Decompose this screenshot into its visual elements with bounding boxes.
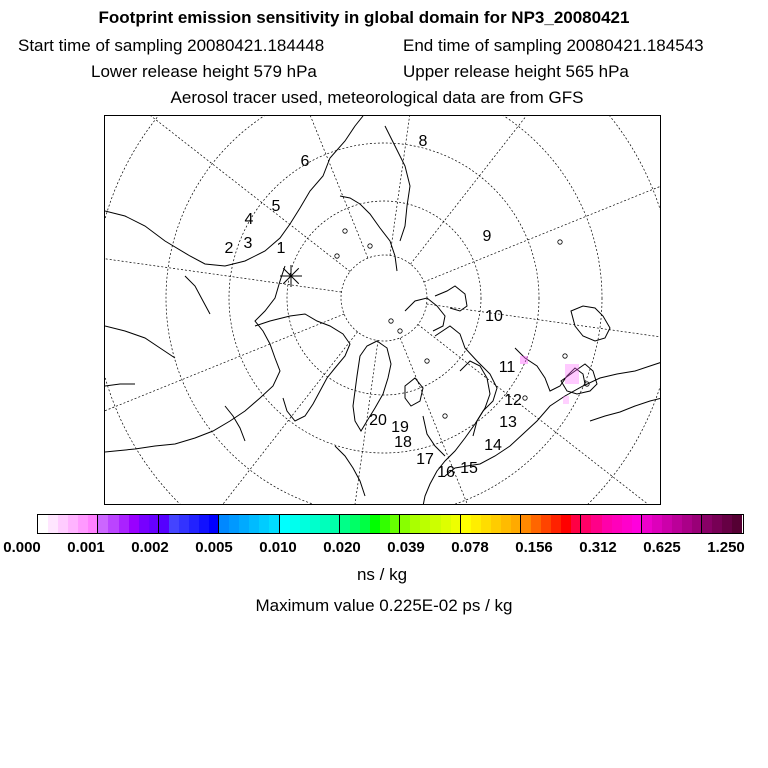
colorbar-swatch	[571, 515, 581, 533]
colorbar-swatch	[732, 515, 742, 533]
colorbar-swatch	[642, 515, 652, 533]
colorbar-swatch	[672, 515, 682, 533]
colorbar-swatch	[662, 515, 672, 533]
colorbar-swatch	[280, 515, 290, 533]
meridian-line	[105, 314, 344, 505]
trajectory-label-16: 16	[437, 464, 455, 481]
colorbar-swatch	[481, 515, 491, 533]
colorbar-swatch	[139, 515, 149, 533]
coastline	[423, 326, 497, 505]
colorbar-swatch	[350, 515, 360, 533]
colorbar-swatch	[320, 515, 330, 533]
island-outline	[389, 319, 393, 323]
trajectory-label-2: 2	[224, 240, 234, 257]
trajectory-label-1: 1	[276, 240, 286, 257]
colorbar-swatch	[189, 515, 199, 533]
trajectory-label-10: 10	[485, 308, 503, 325]
coastline	[405, 298, 445, 331]
colorbar-swatch	[410, 515, 420, 533]
meridian-line	[105, 201, 341, 292]
trajectory-label-8: 8	[418, 133, 428, 150]
latitude-circle	[287, 201, 481, 395]
lower-release-height: Lower release height 579 hPa	[91, 62, 317, 81]
tracer-info: Aerosol tracer used, meteorological data are from GFS	[170, 88, 584, 107]
coastline	[105, 266, 285, 452]
island-outline	[523, 396, 527, 400]
coastline	[571, 306, 610, 341]
start-time-label: Start time of sampling 20080421.184448	[18, 36, 325, 55]
meridian-line	[427, 304, 661, 395]
trajectory-label-20: 20	[369, 412, 387, 429]
trajectory-label-14: 14	[484, 437, 502, 454]
colorbar-swatch	[541, 515, 551, 533]
island-outline	[368, 244, 372, 248]
island-outline	[398, 329, 402, 333]
polar-map	[104, 115, 661, 505]
colorbar-swatch	[88, 515, 98, 533]
colorbar-tick-label: 0.039	[387, 539, 425, 556]
meridian-line	[390, 116, 481, 255]
colorbar-swatch	[692, 515, 702, 533]
meridian-line	[424, 116, 661, 282]
end-time-label: End time of sampling 20080421.184543	[403, 36, 704, 55]
colorbar-swatch	[179, 515, 189, 533]
colorbar-swatch	[269, 515, 279, 533]
colorbar-swatch	[310, 515, 320, 533]
colorbar-swatch	[108, 515, 118, 533]
colorbar-swatch	[219, 515, 229, 533]
colorbar-swatch	[68, 515, 78, 533]
colorbar-swatch	[239, 515, 249, 533]
meridian-line	[287, 341, 378, 505]
colorbar-swatch	[400, 515, 410, 533]
sensitivity-patch	[563, 396, 569, 404]
coastline	[225, 406, 245, 441]
colorbar-swatch	[430, 515, 440, 533]
coastline	[423, 416, 445, 456]
colorbar-swatch	[159, 515, 169, 533]
colorbar-tick-label: 0.002	[131, 539, 169, 556]
trajectory-label-13: 13	[499, 414, 517, 431]
island-outline	[343, 229, 347, 233]
colorbar-tick-label: 0.001	[67, 539, 105, 556]
trajectory-label-3: 3	[243, 235, 253, 252]
latitude-circle	[105, 116, 661, 505]
island-outline	[425, 359, 429, 363]
colorbar-swatch	[38, 515, 48, 533]
colorbar-swatch	[531, 515, 541, 533]
colorbar-swatch	[129, 515, 139, 533]
meridian-line	[410, 116, 661, 264]
colorbar-swatch	[491, 515, 501, 533]
island-outline	[563, 354, 567, 358]
trajectory-label-18: 18	[394, 434, 412, 451]
colorbar-swatch	[370, 515, 380, 533]
latitude-circle	[105, 116, 661, 505]
colorbar-swatch	[551, 515, 561, 533]
colorbar-swatch	[169, 515, 179, 533]
colorbar-swatch	[249, 515, 259, 533]
colorbar-swatch	[591, 515, 601, 533]
colorbar-swatch	[199, 515, 209, 533]
coastline	[105, 326, 175, 358]
colorbar-tick-label: 0.156	[515, 539, 553, 556]
coastline	[335, 446, 365, 496]
colorbar-swatch	[229, 515, 239, 533]
colorbar-swatch	[682, 515, 692, 533]
sensitivity-patch	[520, 356, 528, 364]
map-title: Footprint emission sensitivity in global domain for NP3_20080421	[98, 8, 630, 27]
colorbar-tick-label: 0.000	[3, 539, 41, 556]
colorbar-swatch	[340, 515, 350, 533]
coastline	[185, 276, 210, 314]
polar-map-svg	[105, 116, 661, 505]
colorbar-tick-label: 0.020	[323, 539, 361, 556]
colorbar-tick-label: 0.005	[195, 539, 233, 556]
trajectory-label-12: 12	[504, 392, 522, 409]
colorbar-swatch	[149, 515, 159, 533]
colorbar-swatch	[501, 515, 511, 533]
colorbar-swatch	[78, 515, 88, 533]
colorbar-swatch	[511, 515, 521, 533]
trajectory-label-15: 15	[460, 460, 478, 477]
colorbar-tick-label: 0.078	[451, 539, 489, 556]
coastline	[255, 314, 350, 421]
colorbar-tick-label: 0.010	[259, 539, 297, 556]
trajectory-label-4: 4	[244, 211, 254, 228]
colorbar-swatch	[420, 515, 430, 533]
units-label: ns / kg	[356, 565, 408, 584]
colorbar-swatch	[581, 515, 591, 533]
trajectory-label-6: 6	[300, 153, 310, 170]
colorbar-swatch	[521, 515, 531, 533]
colorbar-swatch	[209, 515, 219, 533]
colorbar-tick-label: 1.250	[707, 539, 745, 556]
upper-release-height: Upper release height 565 hPa	[403, 62, 629, 81]
colorbar-tick-label: 0.312	[579, 539, 617, 556]
trajectory-label-9: 9	[482, 228, 492, 245]
island-outline	[443, 414, 447, 418]
max-value-label: Maximum value 0.225E-02 ps / kg	[255, 596, 513, 615]
trajectory-label-17: 17	[416, 451, 434, 468]
colorbar-swatch	[259, 515, 269, 533]
sensitivity-patch	[565, 364, 579, 384]
colorbar-tick-label: 0.625	[643, 539, 681, 556]
colorbar-swatch	[48, 515, 58, 533]
colorbar-swatch	[300, 515, 310, 533]
colorbar-swatch	[461, 515, 471, 533]
colorbar-swatch	[390, 515, 400, 533]
colorbar-swatch	[622, 515, 632, 533]
trajectory-label-19: 19	[391, 419, 409, 436]
island-outline	[335, 254, 339, 258]
colorbar-swatch	[380, 515, 390, 533]
colorbar-swatch	[612, 515, 622, 533]
colorbar-swatch	[602, 515, 612, 533]
colorbar-swatch	[712, 515, 722, 533]
colorbar-swatch	[98, 515, 108, 533]
island-outline	[558, 240, 562, 244]
colorbar-swatch	[330, 515, 340, 533]
latitude-circle	[166, 116, 602, 505]
coastline	[590, 398, 661, 421]
colorbar-swatch	[702, 515, 712, 533]
coastline	[445, 362, 661, 476]
latitude-circle	[341, 255, 427, 341]
colorbar-swatch	[360, 515, 370, 533]
coastline	[105, 116, 363, 266]
colorbar-swatch	[471, 515, 481, 533]
colorbar-swatch	[441, 515, 451, 533]
colorbar-swatch	[722, 515, 732, 533]
colorbar-swatch	[451, 515, 461, 533]
colorbar-swatch	[652, 515, 662, 533]
colorbar-swatch	[58, 515, 68, 533]
meridian-line	[105, 332, 358, 505]
colorbar-swatch	[561, 515, 571, 533]
colorbar	[37, 514, 744, 534]
coastline	[105, 384, 135, 386]
colorbar-swatch	[119, 515, 129, 533]
trajectory-label-5: 5	[271, 198, 281, 215]
coastline	[340, 196, 397, 271]
trajectory-label-11: 11	[498, 359, 516, 376]
colorbar-swatch	[290, 515, 300, 533]
colorbar-swatch	[632, 515, 642, 533]
coastline	[385, 126, 410, 241]
